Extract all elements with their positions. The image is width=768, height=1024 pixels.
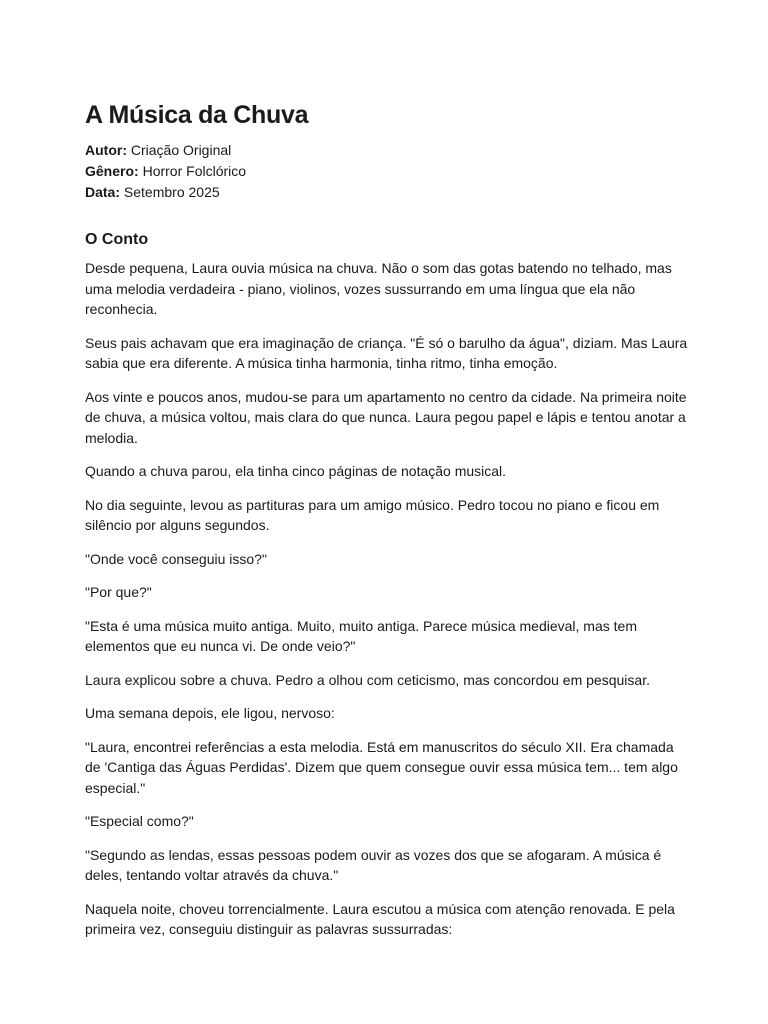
paragraph: Uma semana depois, ele ligou, nervoso: bbox=[85, 705, 335, 721]
document-metadata bbox=[85, 140, 688, 203]
paragraph: Quando a chuva parou, ela tinha cinco páginas de notação musical. bbox=[85, 463, 507, 479]
paragraph: "Onde você conseguiu isso?" bbox=[85, 550, 267, 567]
paragraph: Aos vinte e poucos anos, mudou-se para um apartamento no centro da cidade. Na primeira noite de chuva, a música voltou, mais clara do que nunca. Laura pegou papel e lápis e tentou anotar a melodia. bbox=[85, 388, 687, 446]
paragraph: Desde pequena, Laura ouvia música na chuva. Não o som das gotas batendo no telhado, mas uma melodia verdadeira - piano, violinos, vozes sussurrando em uma língua que ela não reconhecia. bbox=[85, 260, 672, 317]
paragraph: Laura explicou sobre a chuva. Pedro a olhou com ceticismo, mas concordou em pesquisar. bbox=[85, 671, 650, 688]
meta-author-value: Criação Original bbox=[130, 142, 232, 158]
meta-genre bbox=[85, 161, 688, 182]
paragraph: "Esta é uma música muito antiga. Muito, muito antiga. Parece música medieval, mas tem elementos que eu nunca vi. De onde veio?" bbox=[85, 617, 637, 654]
meta-author-label: Autor: bbox=[85, 142, 127, 158]
meta-date-value: Setembro 2025 bbox=[123, 184, 220, 200]
meta-genre-value: Horror Folclórico bbox=[142, 163, 247, 179]
meta-date-label: Data: bbox=[85, 184, 121, 200]
paragraph: Seus pais achavam que era imaginação de criança. "É só o barulho da água", diziam. Mas Laura sabia que era diferente. A música tinha harmonia, tinha ritmo, tinha emoção. bbox=[85, 334, 688, 371]
paragraph: No dia seguinte, levou as partituras para um amigo músico. Pedro tocou no piano e ficou em silêncio por alguns segundos. bbox=[85, 496, 660, 533]
paragraph: "Especial como?" bbox=[85, 813, 194, 829]
paragraph: "Segundo as lendas, essas pessoas podem ouvir as vozes dos que se afogaram. A música é deles, tentando voltar através da chuva." bbox=[85, 846, 662, 883]
document-title: A Música da Chuva bbox=[85, 101, 309, 129]
story-body bbox=[85, 258, 688, 940]
paragraph: "Por que?" bbox=[85, 584, 152, 600]
meta-genre-label: Gênero: bbox=[85, 163, 139, 179]
meta-date bbox=[85, 182, 688, 203]
meta-author bbox=[85, 140, 688, 161]
paragraph: "Laura, encontrei referências a esta melodia. Está em manuscritos do século XII. Era chamada de 'Cantiga das Águas Perdidas'. Dizem que quem consegue ouvir essa música tem... tem algo especial." bbox=[85, 738, 678, 796]
paragraph: Naquela noite, choveu torrencialmente. Laura escutou a música com atenção renovada. E pela primeira vez, conseguiu distinguir as palavras sussurradas: bbox=[85, 900, 675, 937]
section-heading: O Conto bbox=[85, 231, 149, 248]
